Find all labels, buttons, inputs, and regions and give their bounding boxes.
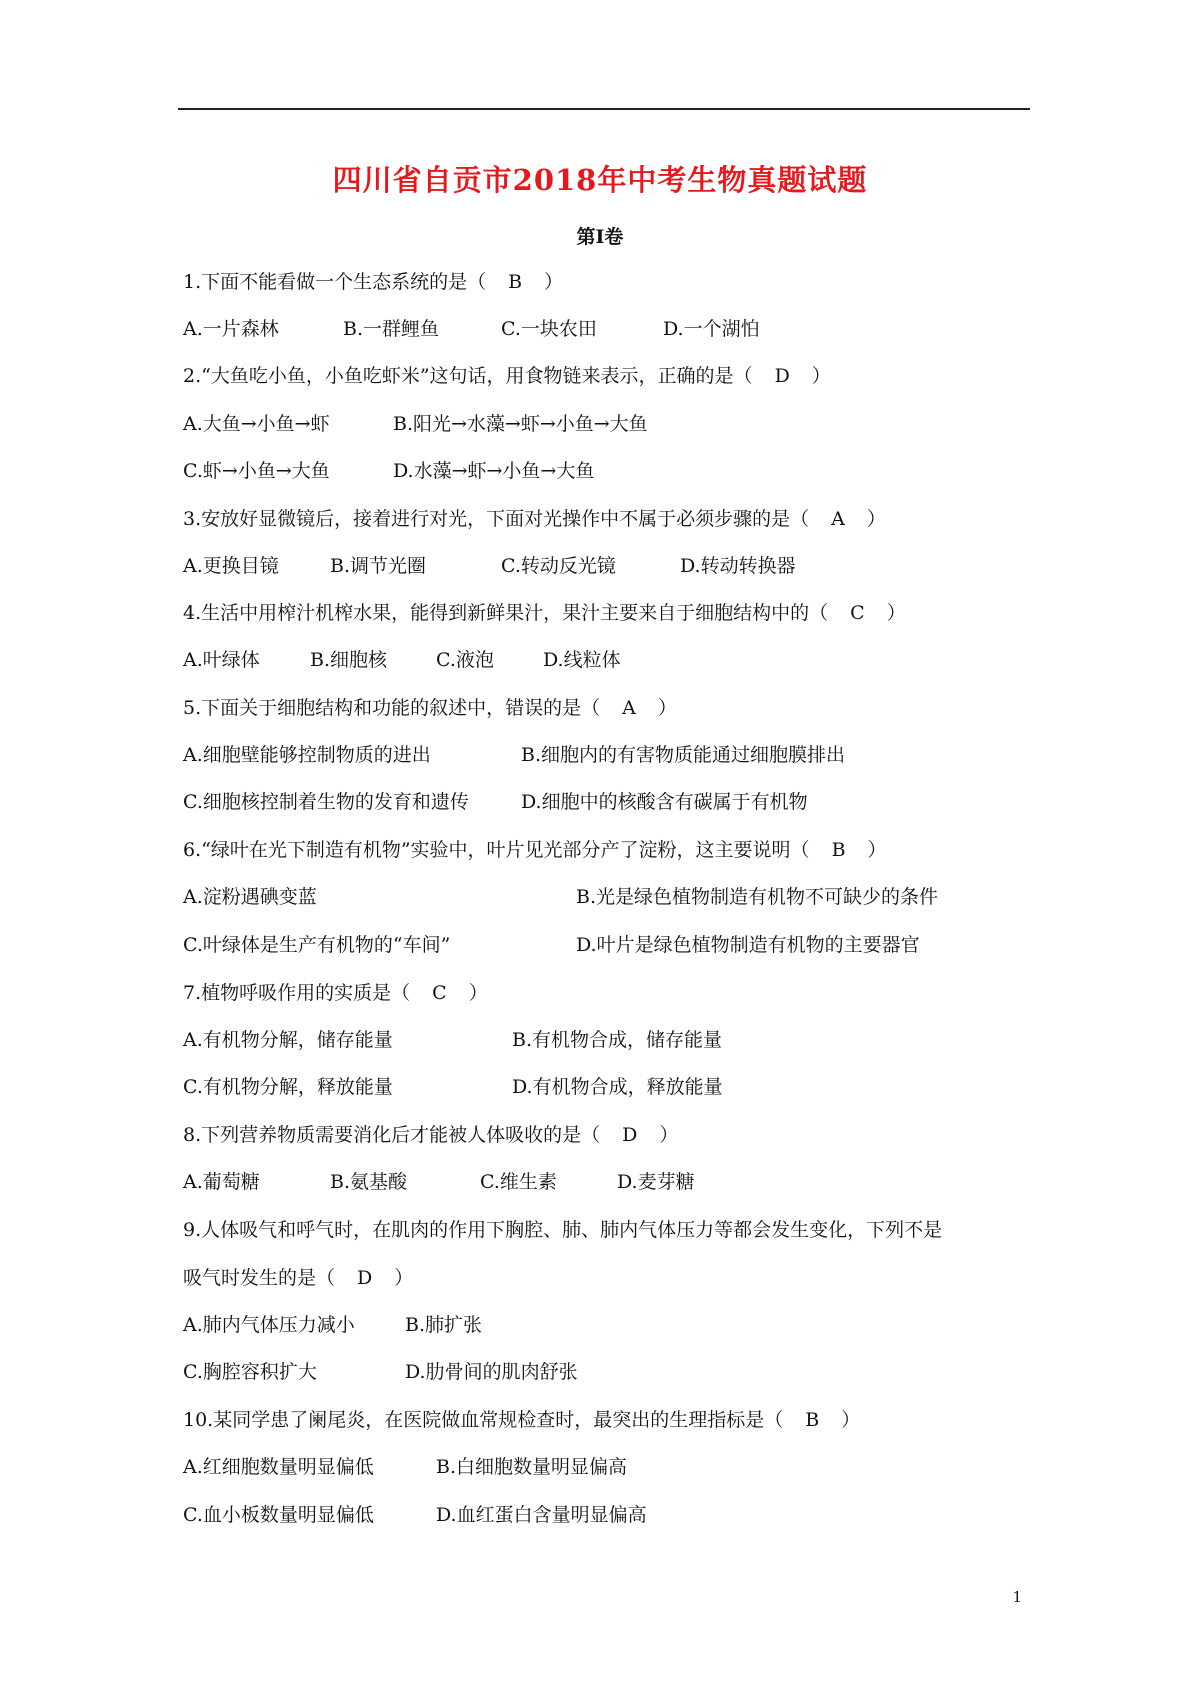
option: A.淀粉遇碘变蓝 bbox=[183, 886, 317, 908]
option: B.白细胞数量明显偏高 bbox=[436, 1456, 628, 1478]
option-row bbox=[183, 648, 1033, 672]
question-stem: 10.某同学患了阑尾炎，在医院做血常规检查时，最突出的生理指标是（ B ） bbox=[183, 1409, 861, 1431]
answer: C bbox=[850, 602, 865, 624]
option: A.一片森林 bbox=[183, 318, 279, 340]
option: D.水藻→虾→小鱼→大鱼 bbox=[393, 460, 595, 482]
option: D.叶片是绿色植物制造有机物的主要器官 bbox=[576, 934, 920, 956]
option: A.细胞壁能够控制物质的进出 bbox=[183, 744, 431, 766]
option: C.细胞核控制着生物的发育和遗传 bbox=[183, 791, 469, 813]
header-rule bbox=[178, 108, 1030, 110]
option-row bbox=[183, 1360, 1033, 1384]
option-row bbox=[183, 1170, 1033, 1194]
option: B.阳光→水藻→虾→小鱼→大鱼 bbox=[393, 413, 648, 435]
option-row bbox=[183, 1028, 1033, 1052]
option-row bbox=[183, 790, 1033, 814]
option: D.血红蛋白含量明显偏高 bbox=[436, 1504, 647, 1526]
option: B.细胞核 bbox=[310, 649, 388, 671]
answer: D bbox=[622, 1124, 638, 1146]
option: C.胸腔容积扩大 bbox=[183, 1361, 317, 1383]
option: D.肋骨间的肌肉舒张 bbox=[405, 1361, 578, 1383]
question-stem: 6.“绿叶在光下制造有机物”实验中，叶片见光部分产了淀粉，这主要说明（ B ） bbox=[183, 839, 887, 861]
option: C.有机物分解，释放能量 bbox=[183, 1076, 393, 1098]
option-row bbox=[183, 317, 1033, 341]
option: D.麦芽糖 bbox=[617, 1171, 695, 1193]
page-title: 四川省自贡市2018年中考生物真题试题 bbox=[332, 163, 868, 197]
section-heading: 第Ⅰ卷 bbox=[576, 226, 624, 248]
option: C.血小板数量明显偏低 bbox=[183, 1504, 374, 1526]
question-stem: 7.植物呼吸作用的实质是（ C ） bbox=[183, 982, 488, 1004]
option: B.细胞内的有害物质能通过细胞膜排出 bbox=[521, 744, 846, 766]
option: A.肺内气体压力减小 bbox=[183, 1314, 355, 1336]
option-row bbox=[183, 412, 1033, 436]
option: C.维生素 bbox=[480, 1171, 557, 1193]
question-stem-continued: 吸气时发生的是（ D ） bbox=[183, 1267, 414, 1289]
option: A.大鱼→小鱼→虾 bbox=[183, 413, 330, 435]
option: B.有机物合成，储存能量 bbox=[512, 1029, 723, 1051]
answer: D bbox=[774, 365, 790, 387]
answer: A bbox=[622, 697, 636, 719]
question-stem: 3.安放好显微镜后，接着进行对光，下面对光操作中不属于必须步骤的是（ A ） bbox=[183, 508, 886, 530]
option-row bbox=[183, 554, 1033, 578]
answer: B bbox=[831, 839, 846, 861]
option: C.一块农田 bbox=[501, 318, 597, 340]
option: B.光是绿色植物制造有机物不可缺少的条件 bbox=[576, 886, 939, 908]
question-stem: 8.下列营养物质需要消化后才能被人体吸收的是（ D ） bbox=[183, 1124, 679, 1146]
answer: A bbox=[831, 508, 845, 530]
option-row bbox=[183, 885, 1033, 909]
option: C.转动反光镜 bbox=[501, 555, 616, 577]
option: D.转动转换器 bbox=[680, 555, 796, 577]
option-row bbox=[183, 933, 1033, 957]
option: B.一群鲤鱼 bbox=[343, 318, 440, 340]
option: A.红细胞数量明显偏低 bbox=[183, 1456, 374, 1478]
answer: C bbox=[432, 982, 447, 1004]
option: B.氨基酸 bbox=[330, 1171, 408, 1193]
page-number: 1 bbox=[1012, 1588, 1022, 1606]
option: C.虾→小鱼→大鱼 bbox=[183, 460, 330, 482]
option: C.液泡 bbox=[436, 649, 494, 671]
question-stem: 5.下面关于细胞结构和功能的叙述中，错误的是（ A ） bbox=[183, 697, 677, 719]
question-stem: 1.下面不能看做一个生态系统的是（ B ） bbox=[183, 271, 564, 293]
option-row bbox=[183, 1455, 1033, 1479]
option-row bbox=[183, 1075, 1033, 1099]
question-stem: 4.生活中用榨汁机榨水果，能得到新鲜果汁，果汁主要来自于细胞结构中的（ C ） bbox=[183, 602, 906, 624]
option: D.一个湖怕 bbox=[663, 318, 760, 340]
option: D.细胞中的核酸含有碳属于有机物 bbox=[521, 791, 808, 813]
answer: B bbox=[508, 271, 523, 293]
option: A.更换目镜 bbox=[183, 555, 279, 577]
option: C.叶绿体是生产有机物的“车间” bbox=[183, 934, 451, 956]
option-row bbox=[183, 1313, 1033, 1337]
option: A.葡萄糖 bbox=[183, 1171, 260, 1193]
answer: D bbox=[357, 1267, 373, 1289]
option: B.调节光圈 bbox=[330, 555, 427, 577]
option: B.肺扩张 bbox=[405, 1314, 483, 1336]
option-row bbox=[183, 1503, 1033, 1527]
option-row bbox=[183, 743, 1033, 767]
question-stem: 9.人体吸气和呼气时，在肌肉的作用下胸腔、肺、肺内气体压力等都会发生变化，下列不是 bbox=[183, 1219, 943, 1241]
option: D.有机物合成，释放能量 bbox=[512, 1076, 723, 1098]
question-stem: 2.“大鱼吃小鱼，小鱼吃虾米”这句话，用食物链来表示，正确的是（ D ） bbox=[183, 365, 831, 387]
option: A.有机物分解，储存能量 bbox=[183, 1029, 393, 1051]
option: D.线粒体 bbox=[543, 649, 621, 671]
option: A.叶绿体 bbox=[183, 649, 260, 671]
option-row bbox=[183, 459, 1033, 483]
answer: B bbox=[805, 1409, 820, 1431]
